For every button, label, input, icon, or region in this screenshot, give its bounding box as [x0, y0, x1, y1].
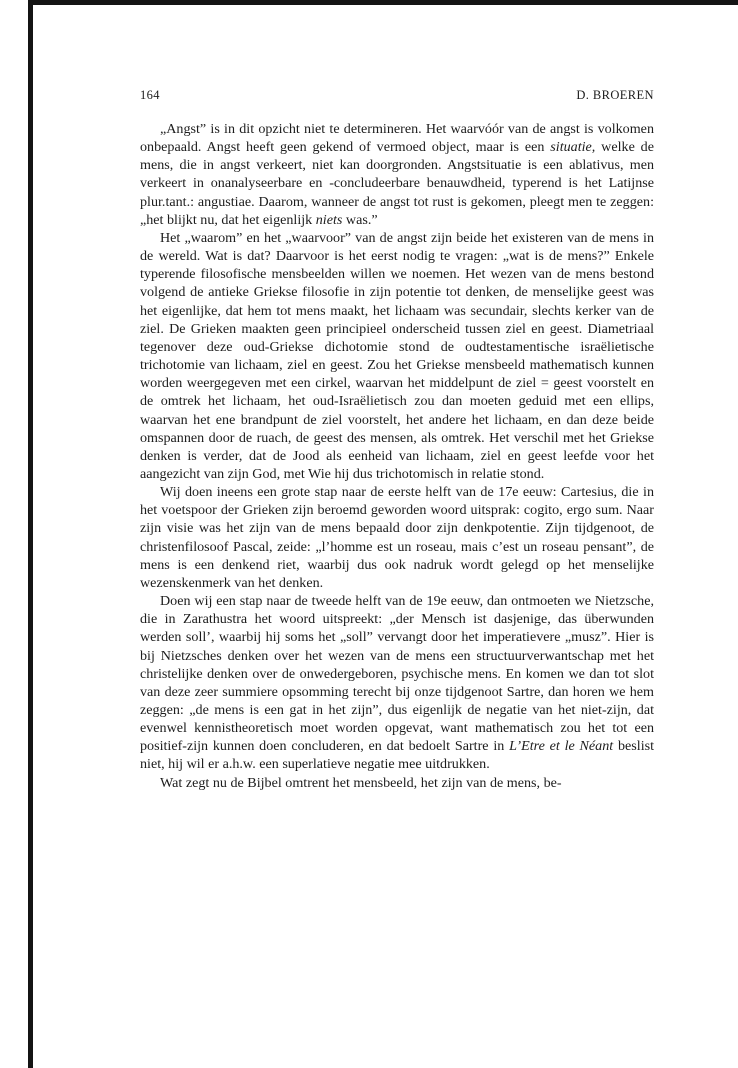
text-segment: was.”: [342, 211, 378, 228]
page-header: [140, 88, 654, 104]
emphasis: situatie,: [550, 139, 596, 156]
page-left-edge: [28, 0, 33, 1068]
book-title: L’Etre et le Néant: [509, 738, 614, 755]
page-top-edge: [33, 0, 738, 5]
page-number: 164: [140, 88, 160, 102]
text-segment: „Angst” is in dit opzicht niet te determineren. Het waarvóór van de angst is volkomen onbepaald. Angst heeft geen gekend of vermoed object, maar is een: [140, 121, 654, 156]
paragraph-5: Wat zegt nu de Bijbel omtrent het mensbeeld, het zijn van de mens, be-: [160, 774, 562, 791]
emphasis: niets: [315, 211, 343, 228]
text-segment: welke de mens, die in angst verkeert, niet kan doorgronden. Angstsituatie is een ablativus, men verkeert in onanalyseerbare en -concludeerbare benauwdheid, typerend is het Latijnse plur.tant.: angustiae. Daarom, wanneer de angst tot rust is gekomen, pleegt men te zeggen: „het blijkt nu, dat het eigenlijk: [140, 139, 654, 228]
paragraph-1: [140, 120, 654, 229]
text-segment: beslist niet, hij wil er a.h.w. een superlatieve negatie mee uitdrukken.: [140, 738, 655, 773]
text-segment: Doen wij een stap naar de tweede helft van de 19e eeuw, dan ontmoeten we Nietzsche, die in Zarathustra het woord uitspreekt: „der Mensch ist dasjenige, das überwunden werden soll’, waarbij hij soms het „soll” vervangt door het imperatievere „musz”. Hier is bij Nietzsches denken over het wezen van de mens een structuurverwantschap met het christelijke denken over de onwedergeboren, psychische mens. En komen we dan tot slot van deze zeer summiere opsomming terecht bij onze tijdgenoot Sartre, dan horen we hem zeggen: „de mens is een gat in het zijn”, dus eigenlijk de negatie van het niet-zijn, dat evenwel kennistheoretisch moet worden opgevat, want mathematisch zou het tot een positief-zijn kunnen doen concluderen, en dat bedoelt Sartre in: [140, 593, 654, 755]
body-text: [140, 120, 654, 792]
paragraph-3: Wij doen ineens een grote stap naar de eerste helft van de 17e eeuw: Cartesius, die in het voetspoor der Grieken zijn beroemd geworden woord uitsprak: cogito, ergo sum. Naar zijn visie was het zijn van de mens bepaald door zijn denkpotentie. Zijn tijdgenoot, de christenfilosoof Pascal, zeide: „l’homme est un roseau, mais c’est un roseau pensant”, de mens is een denkend riet, waarbij dus ook nadruk wordt gelegd op het menselijke wezenskenmerk van het denken.: [140, 484, 654, 591]
paragraph-4: [140, 592, 654, 774]
running-head: D. BROEREN: [576, 88, 654, 102]
paragraph-2: Het „waarom” en het „waarvoor” van de angst zijn beide het existeren van de mens in de wereld. Wat is dat? Daarvoor is het eerst nodig te vragen: „wat is de mens?” Enkele typerende filosofische mensbeelden willen we noemen. Het wezen van de mens bestond volgend de antieke Griekse filosofie in zijn potentie tot denken, de menselijke geest was het eigenlijke, dat hem tot mens maakt, het lichaam was secundair, slechts kerker van de ziel. De Grieken maakten geen principieel onderscheid tussen ziel en geest. Diametriaal tegenover deze oud-Griekse dichotomie stond de oudtestamentische israëlietische trichotomie van lichaam, ziel en geest. Zou het Griekse mensbeeld mathematisch kunnen worden weergegeven met een cirkel, waarvan het middelpunt de ziel = geest voorstelt en de omtrek het lichaam, het oud-Israëlietisch zou dan moeten geduid met een ellips, waarvan het ene brandpunt de ziel voorstelt, het andere het lichaam, en dan deze beide omspannen door de ruach, de geest des mensen, als omtrek. Het verschil met het Griekse denken is verder, dat de Jood als eenheid van lichaam, ziel en geest leefde voor het aangezicht van zijn God, met Wie hij dus trichotomisch in relatie stond.: [140, 229, 654, 482]
